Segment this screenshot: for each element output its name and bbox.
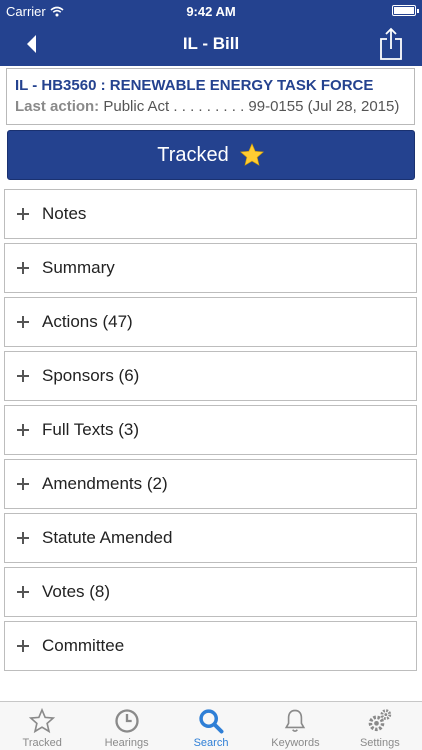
last-action-value: Public Act . . . . . . . . . 99-0155 (Jul 28, 2015)	[103, 98, 400, 115]
tab-tracked[interactable]	[0, 702, 84, 750]
carrier-label: Carrier	[6, 4, 46, 19]
section-label: Sponsors (6)	[42, 366, 140, 385]
tab-label: Tracked	[22, 737, 62, 749]
star-icon	[239, 142, 265, 168]
section-label: Summary	[42, 258, 115, 277]
section-votes[interactable]	[4, 567, 417, 617]
section-full-texts[interactable]	[4, 405, 417, 455]
tab-label: Hearings	[104, 737, 149, 749]
star-outline-icon	[28, 707, 56, 735]
plus-icon	[17, 424, 29, 436]
section-label: Actions (47)	[42, 312, 133, 331]
bell-icon	[281, 707, 309, 735]
plus-icon	[17, 478, 29, 490]
tracked-label: Tracked	[157, 143, 229, 166]
section-label: Amendments (2)	[42, 474, 168, 493]
search-icon	[197, 707, 225, 735]
section-label: Statute Amended	[42, 528, 173, 547]
last-action-label: Last action:	[15, 98, 100, 115]
status-bar	[0, 0, 422, 22]
tab-label: Search	[193, 737, 229, 749]
bill-sections	[4, 189, 417, 675]
bill-title: IL - HB3560 : RENEWABLE ENERGY TASK FORCE	[15, 77, 374, 94]
section-amendments[interactable]	[4, 459, 417, 509]
section-notes[interactable]	[4, 189, 417, 239]
plus-icon	[17, 532, 29, 544]
plus-icon	[17, 316, 29, 328]
tab-search[interactable]	[169, 702, 253, 750]
plus-icon	[17, 640, 29, 652]
tracked-button[interactable]	[7, 130, 415, 180]
tab-label: Settings	[359, 737, 400, 749]
section-label: Votes (8)	[42, 582, 111, 601]
clock-icon	[113, 707, 141, 735]
bill-header	[6, 68, 415, 125]
battery-icon	[392, 5, 416, 16]
section-sponsors[interactable]	[4, 351, 417, 401]
page-title: IL - Bill	[182, 34, 240, 53]
section-label: Notes	[42, 204, 87, 223]
plus-icon	[17, 262, 29, 274]
tab-hearings[interactable]	[84, 702, 168, 750]
last-action-row	[15, 98, 406, 115]
section-label: Full Texts (3)	[42, 420, 139, 439]
tab-keywords[interactable]	[253, 702, 337, 750]
section-label: Committee	[42, 636, 125, 655]
tab-settings[interactable]	[338, 702, 422, 750]
section-summary[interactable]	[4, 243, 417, 293]
section-actions[interactable]	[4, 297, 417, 347]
tab-bar	[0, 701, 422, 750]
section-statute-amended[interactable]	[4, 513, 417, 563]
plus-icon	[17, 208, 29, 220]
tab-label: Keywords	[271, 737, 320, 749]
status-time: 9:42 AM	[186, 4, 236, 19]
navigation-bar	[0, 22, 422, 66]
section-committee[interactable]	[4, 621, 417, 671]
plus-icon	[17, 586, 29, 598]
share-icon[interactable]	[378, 27, 404, 61]
gears-icon	[366, 707, 394, 735]
plus-icon	[17, 370, 29, 382]
